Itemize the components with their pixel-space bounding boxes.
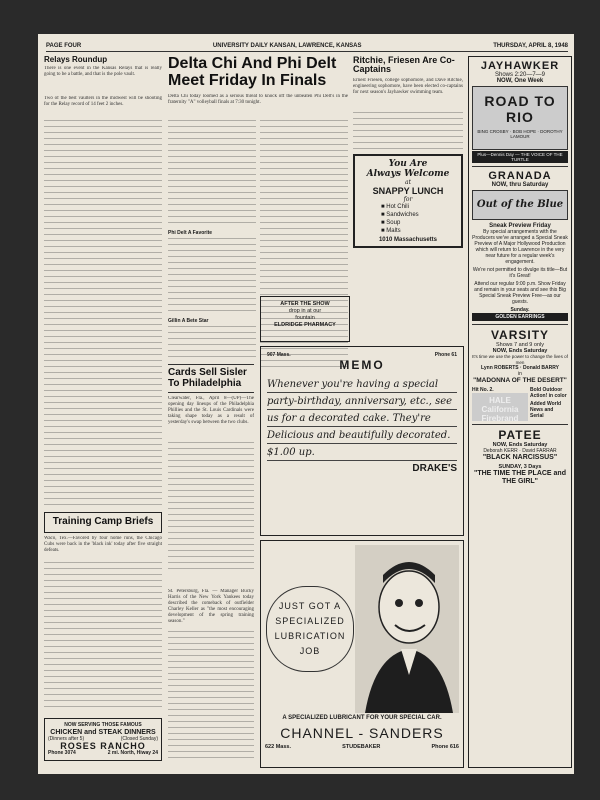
training-camp-lede: Waco, Tex.—Favored by four home runs, the Chicago Cubs were back in the 'black ink' today after five straight defeats.: [44, 535, 162, 553]
channel-name: CHANNEL - SANDERS: [280, 725, 444, 741]
varsity-note: It's time we use the power to change the lives of men: [472, 354, 568, 365]
snappy-item-4: ■ Malts: [381, 227, 401, 234]
main-body-left-3: [168, 326, 256, 362]
granada-sunday: Sunday.: [510, 307, 530, 313]
patee-sunday: SUNDAY, 3 Days: [498, 463, 542, 470]
training-camp-box: [44, 512, 162, 533]
drakes-name: DRAKE'S: [412, 463, 457, 474]
eldridge-pharmacy-ad: [260, 296, 350, 342]
page-number: PAGE FOUR: [46, 42, 82, 49]
cards-story: [168, 364, 254, 584]
granada-name: GRANADA: [488, 170, 552, 182]
snappy-addr: 1010 Massachusetts: [378, 236, 438, 243]
stpete-lede: St. Petersburg, Fla. — Manager Bucky Harris of the New York Yankees today described the comeback of outfielder Charley Keller as "the most encouraging development of the spring training season.": [168, 589, 254, 624]
newspaper-page: [38, 34, 574, 774]
snappy-l2: Always Welcome: [366, 168, 450, 179]
channel-addr: 622 Mass.: [265, 744, 291, 750]
snappy-item-2: ■ Sandwiches: [381, 211, 419, 218]
varsity-hit2: Hit No. 2.: [472, 386, 494, 393]
out-of-blue-art: [472, 190, 568, 220]
cards-lede: Clearwater, Fla., April 8—(UP)—The opening day lineups of the Philadelphia Phillies and the St. Louis Cardinals were taking shape today as a result of yesterday's swap between the two clubs.: [168, 396, 254, 425]
snappy-l4: for: [403, 195, 413, 203]
channel-bubble: JUST GOT A SPECIALIZED LUBRICATION JOB: [266, 586, 354, 672]
drakes-title: MEMO: [339, 358, 385, 372]
roses-line1: NOW SERVING THOSE FAMOUS: [64, 721, 142, 728]
granada-sunday-film: GOLDEN EARRINGS: [472, 313, 568, 321]
granada-film: Out of the Blue: [476, 199, 564, 210]
granada-ad: [472, 170, 568, 321]
stpete-body: [168, 631, 254, 763]
snappy-item-3: ■ Soup: [381, 219, 401, 226]
drakes-script: Whenever you're having a special party-birthday, anniversary, etc., see us for a decorated cake. They're Delicious and beautifully decorated. $1.00 up.: [267, 376, 457, 461]
main-body-left-2: [168, 238, 256, 316]
eldridge-l2: drop in at our: [288, 308, 322, 314]
varsity-times: Shows 7 and 9 only: [495, 342, 544, 348]
ritchie-body: [353, 112, 463, 150]
cards-headline: Cards Sell Sisler To Philadelphia: [168, 364, 254, 389]
masthead: [46, 40, 568, 52]
paper-name: UNIVERSITY DAILY KANSAN, LAWRENCE, KANSAS: [212, 42, 362, 49]
stpete-story: [168, 589, 254, 765]
granada-now: NOW, thru Saturday: [491, 182, 549, 188]
granada-sneak2: We're not permitted to divulge its title—But it's Great!: [472, 267, 568, 279]
snappy-lunch-ad: [353, 154, 463, 248]
relays-body-text: [44, 120, 162, 508]
varsity-actors: Lynn ROBERTS · Donald BARRY: [481, 365, 559, 371]
subhead-phi-delt: Phi Delt A Favorite: [168, 229, 213, 236]
subhead-gillin: Gillin A Bete Star: [168, 317, 209, 324]
roses-rancho-ad: [44, 718, 162, 761]
channel-sub: A SPECIALIZED LUBRICANT FOR YOUR SPECIAL CAR.: [282, 715, 442, 721]
eldridge-l1: AFTER THE SHOW: [280, 301, 330, 307]
channel-brand: STUDEBAKER: [342, 744, 381, 750]
varsity-film2: HALE California Firebrand: [481, 395, 519, 421]
jayhawker-credits: BING CROSBY · BOB HOPE · DOROTHY LAMOUR: [477, 129, 563, 139]
patee-now: NOW, Ends Saturday: [492, 441, 548, 448]
granada-sneak3: Attend our regular 9:00 p.m. Show Friday and remain in your seats and see this Big Special Sneak Preview Free—as our guests.: [474, 281, 566, 305]
issue-date: THURSDAY, APRIL 8, 1948: [493, 42, 568, 49]
eldridge-name: ELDRIDGE PHARMACY: [274, 322, 336, 328]
drakes-addr: 907 Mass.: [267, 352, 291, 358]
roses-line3: (Dinners after 5): [48, 735, 85, 742]
ritchie-lede: Ernest Friesen, college sophomore, and Dave Ritchie, engineering sophomore, have been elected co-captains for next season's Jayhawker swimming team.: [353, 77, 463, 95]
varsity-name: VARSITY: [490, 328, 550, 342]
road-to-rio-art: [472, 86, 568, 150]
eldridge-l3: fountain: [295, 315, 315, 321]
ritchie-headline: Ritchie, Friesen Are Co-Captains: [353, 56, 455, 75]
channel-sanders-ad: [260, 540, 464, 768]
jayhawker-now: NOW, One Week: [496, 78, 544, 84]
driver-illustration: [355, 545, 459, 713]
jayhawker-name: JAYHAWKER: [480, 60, 560, 72]
patee-ad: [472, 428, 568, 486]
granada-sneak: By special arrangements with the Producers we've arranged a Special Sneak Preview of A Major Hollywood Production which will return to Lawrence in the very near future for a regular week's engagement.: [472, 229, 568, 265]
relays-headline: Relays Roundup: [44, 56, 108, 64]
roses-addr: 2 mi. North, Hiway 24: [107, 749, 158, 756]
jayhawker-ad: [472, 60, 568, 163]
patee-name: PATEE: [498, 427, 542, 442]
drakes-phone: Phone 61: [434, 352, 457, 358]
varsity-added: Added World News and Serial: [530, 400, 562, 419]
relays-para: Two of the best vaulters in the midwest will be shooting for the Relay record of 14 feet 2 inches.: [44, 96, 162, 108]
training-camp-headline: Training Camp Briefs: [52, 516, 154, 528]
jayhawker-film: ROAD TO RIO: [484, 93, 556, 125]
main-body-left: [168, 120, 256, 228]
patee-film2: "THE TIME THE PLACE and THE GIRL": [474, 469, 566, 485]
snappy-item-1: ■ Hot Chili: [381, 203, 409, 210]
roses-line2: CHICKEN and STEAK DINNERS: [50, 728, 156, 736]
patee-film: "BLACK NARCISSUS": [482, 453, 558, 461]
jayhawker-times: Shows 2:20—7—9: [494, 72, 546, 78]
roses-phone: Phone 3074: [48, 749, 76, 756]
main-lede: Delta Chi today loomed as a serious threat to knock off the unbeaten Phi Delt's in the fraternity "A" volleyball finals at 7:30 tonight.: [168, 93, 348, 105]
cartoon-driver: [355, 545, 459, 713]
snappy-l3: at: [405, 178, 411, 186]
snappy-name: SNAPPY LUNCH: [372, 185, 444, 196]
column-3: [353, 56, 463, 324]
theatre-column: [468, 56, 572, 768]
cards-body: [168, 442, 254, 570]
jayhawker-extra: Plus—Dennis Day — THE VOICE OF THE TURTLE: [472, 151, 568, 163]
relays-lede: There is one event in the Kansas Relays that is really going to be a battle, and that is the pole vault.: [44, 66, 162, 78]
drakes-ad: [260, 346, 464, 536]
main-headline: Delta Chi And Phi Delt Meet Friday In Finals: [168, 56, 337, 89]
snappy-l1: You Are: [388, 158, 428, 169]
hale-art: [472, 393, 528, 421]
varsity-bold: Bold Outdoor Action! in color: [530, 386, 567, 399]
column-1: [44, 56, 162, 768]
roses-line4: (Closed Sunday): [120, 735, 158, 742]
varsity-ad: [472, 328, 568, 421]
granada-sneak-head: Sneak Preview Friday: [489, 223, 551, 229]
varsity-now: NOW, Ends Saturday: [492, 348, 548, 354]
varsity-in: in: [518, 371, 522, 377]
patee-actors: Deborah KERR · David FARRAR: [483, 447, 557, 454]
varsity-film: "MADONNA OF THE DESERT": [473, 377, 567, 384]
channel-phone: Phone 616: [431, 744, 459, 750]
training-camp-body: [44, 562, 162, 712]
roses-name: ROSES RANCHO: [60, 740, 146, 751]
